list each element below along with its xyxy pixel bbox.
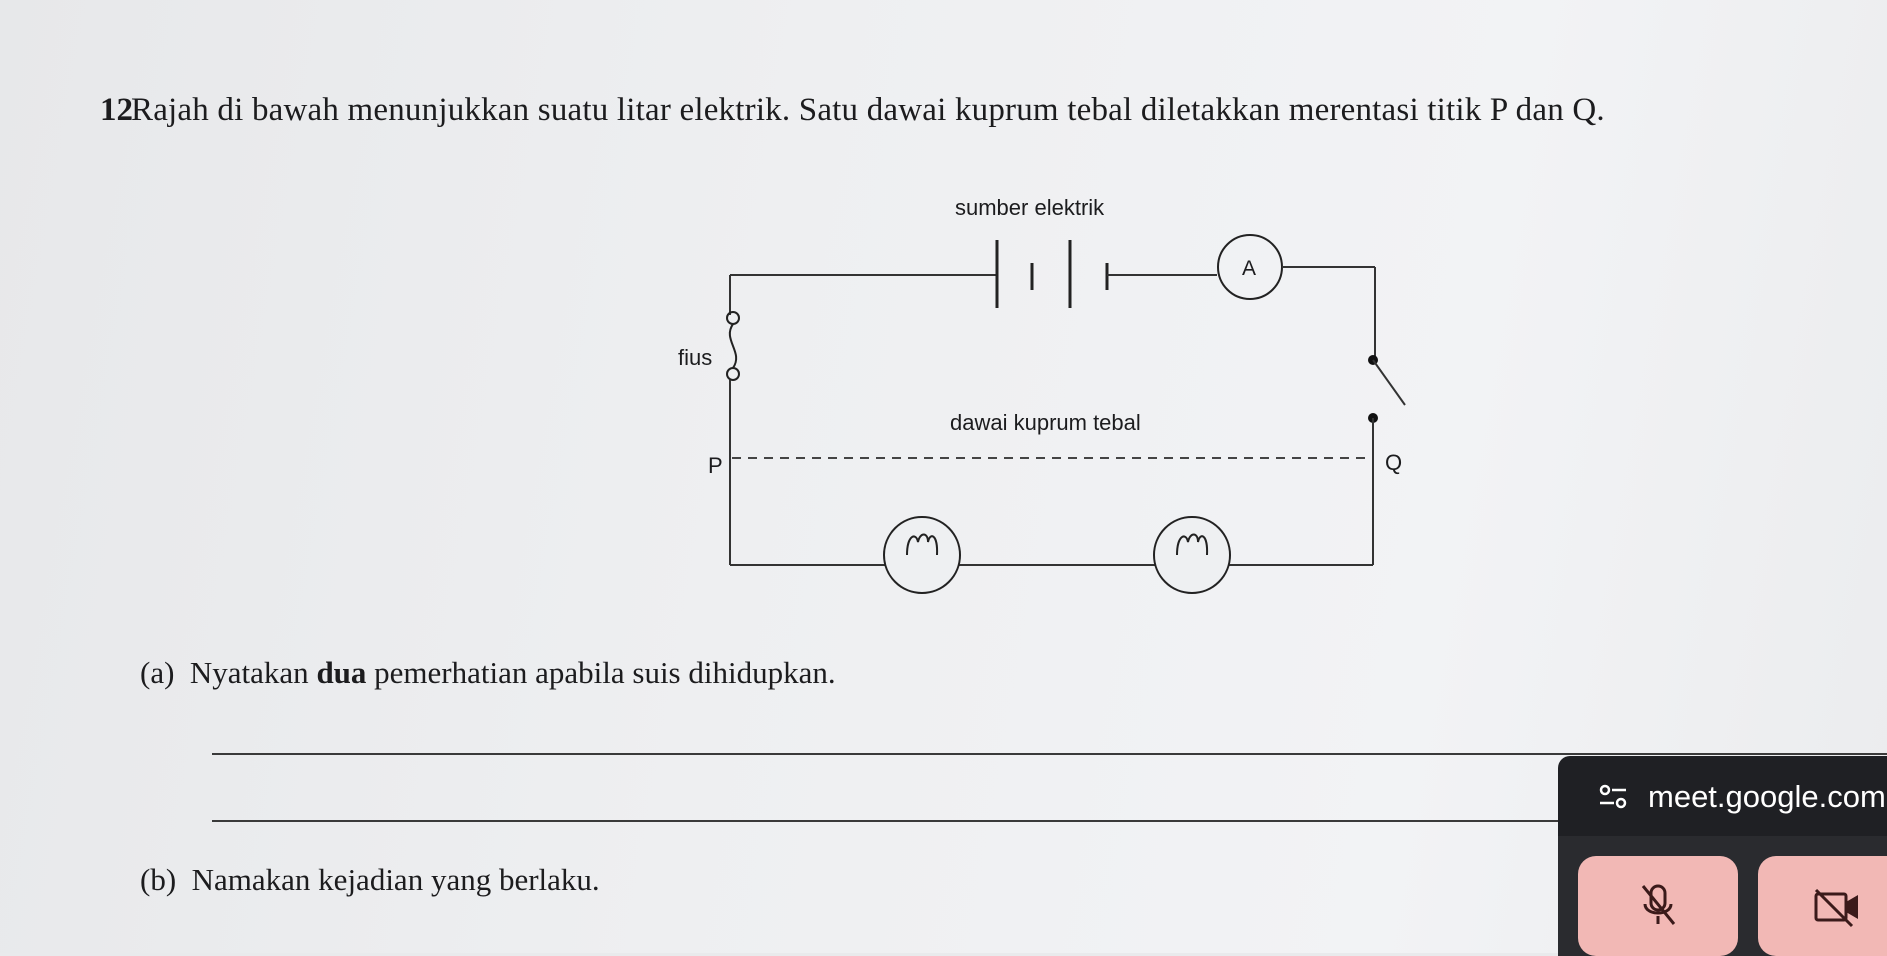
bulb-2-icon (1154, 517, 1230, 593)
part-a-question (140, 655, 836, 691)
wire-label: dawai kuprum tebal (950, 410, 1141, 435)
camera-off-icon (1812, 884, 1864, 928)
meet-controls-bar (1558, 836, 1887, 956)
part-a-text-end: pemerhatian apabila suis dihidupkan. (366, 655, 836, 690)
part-a-text-start: Nyatakan (189, 655, 317, 690)
battery-symbol (997, 240, 1107, 308)
part-b-text: Namakan kejadian yang berlaku. (191, 862, 600, 897)
meet-url: meet.google.com (1648, 779, 1886, 814)
ammeter-symbol (1218, 235, 1282, 299)
answer-line-1 (212, 753, 1887, 755)
camera-toggle-button[interactable] (1758, 856, 1887, 956)
mic-toggle-button[interactable] (1578, 856, 1738, 956)
tune-icon (1598, 782, 1628, 812)
bulb-1-icon (884, 517, 960, 593)
source-label: sumber elektrik (955, 195, 1105, 220)
answer-line-2 (212, 820, 1558, 822)
circuit-diagram (660, 180, 1420, 620)
meet-share-banner[interactable] (1558, 756, 1887, 838)
part-a-label: (a) (140, 655, 175, 690)
mic-off-icon (1638, 882, 1678, 930)
question-text: Rajah di bawah menunjukkan suatu litar elektrik. Satu dawai kuprum tebal diletakkan merentasi titik P dan Q. (131, 92, 1605, 128)
part-a-text-bold: dua (316, 655, 367, 690)
ammeter-label: A (1242, 257, 1257, 280)
switch-symbol (1368, 355, 1405, 423)
point-p-label: P (708, 453, 723, 478)
point-q-label: Q (1385, 450, 1403, 475)
question-number: 12 (100, 92, 133, 128)
fuse-symbol (727, 312, 739, 380)
fuse-label: fius (678, 345, 713, 370)
part-b-question (140, 862, 600, 898)
part-b-label: (b) (140, 862, 177, 897)
